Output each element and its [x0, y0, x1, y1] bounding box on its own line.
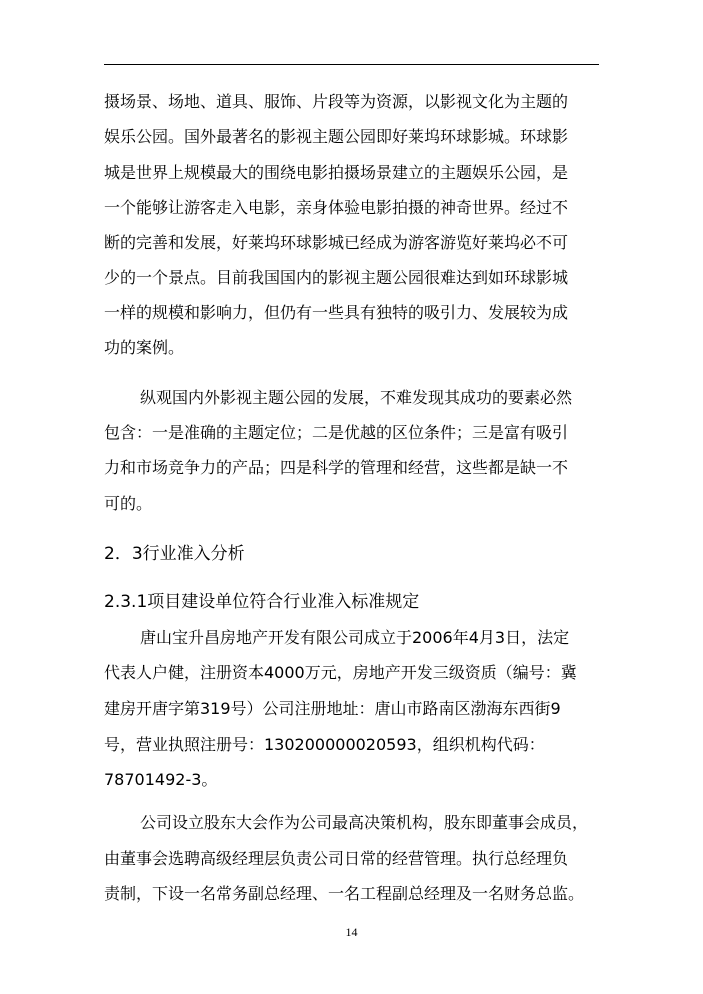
- paragraph-2-line-4: 可的。: [104, 494, 153, 513]
- paragraph-4-line-2: 由董事会选聘高级经理层负责公司日常的经营管理。执行总经理负: [104, 849, 569, 868]
- paragraph-1-line-7: 一样的规模和影响力，但仍有一些具有独特的吸引力、发展较为成: [104, 303, 569, 322]
- paragraph-3-line-2: 代表人户健，注册资本4000万元，房地产开发三级资质（编号：冀: [104, 663, 577, 682]
- paragraph-4-line-3: 责制，下设一名常务副总经理、一名工程副总经理及一名财务总监。: [104, 884, 585, 903]
- paragraph-3-line-4: 号，营业执照注册号：130200000020593，组织机构代码：: [104, 735, 545, 754]
- paragraph-1-line-6: 少的一个景点。目前我国国内的影视主题公园很难达到如环球影城: [104, 268, 569, 287]
- paragraph-1-line-3: 城是世界上规模最大的围绕电影拍摄场景建立的主题娱乐公园，是: [104, 163, 569, 182]
- section-heading-2-3: 2．3行业准入分析: [104, 544, 245, 564]
- paragraph-3-line-3: 建房开唐字第319号）公司注册地址：唐山市路南区渤海东西街9: [104, 699, 561, 718]
- paragraph-2-line-2: 包含：一是准确的主题定位；二是优越的区位条件；三是富有吸引: [104, 423, 569, 442]
- paragraph-3-line-1: 唐山宝升昌房地产开发有限公司成立于2006年4月3日，法定: [140, 628, 570, 647]
- section-heading-2-3-1: 2.3.1项目建设单位符合行业准入标准规定: [104, 592, 420, 612]
- paragraph-2-line-1: 纵观国内外影视主题公园的发展，不难发现其成功的要素必然: [140, 388, 573, 407]
- paragraph-3-line-5: 78701492-3。: [104, 770, 218, 789]
- paragraph-1-line-8: 功的案例。: [104, 338, 185, 357]
- paragraph-1-line-4: 一个能够让游客走入电影，亲身体验电影拍摄的神奇世界。经过不: [104, 198, 569, 217]
- paragraph-1-line-5: 断的完善和发展，好莱坞环球影城已经成为游客游览好莱坞必不可: [104, 233, 569, 252]
- paragraph-4-line-1: 公司设立股东大会作为公司最高决策机构，股东即董事会成员，: [140, 813, 589, 832]
- paragraph-1-line-2: 娱乐公园。国外最著名的影视主题公园即好莱坞环球影城。环球影: [104, 127, 569, 146]
- paragraph-2-line-3: 力和市场竞争力的产品；四是科学的管理和经营，这些都是缺一不: [104, 458, 569, 477]
- header-rule: [104, 64, 599, 65]
- page-number: 14: [345, 925, 358, 939]
- paragraph-1-line-1: 摄场景、场地、道具、服饰、片段等为资源，以影视文化为主题的: [104, 92, 569, 111]
